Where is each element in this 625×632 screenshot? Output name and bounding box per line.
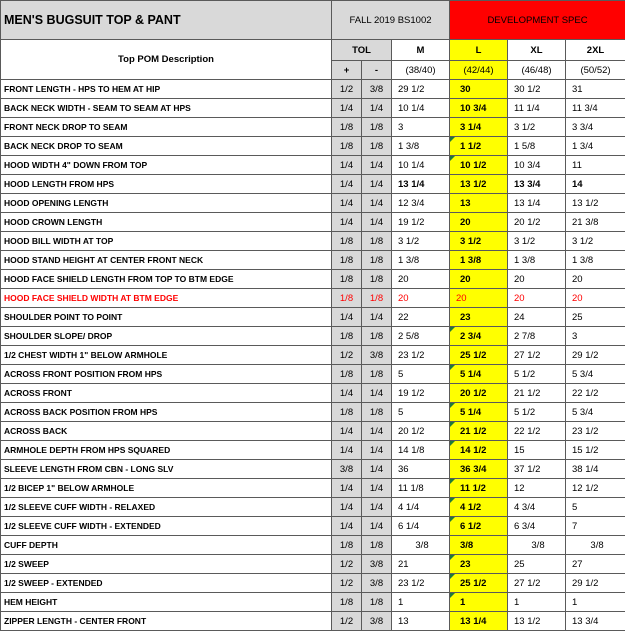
size-l-value: 6 1/2 (450, 517, 508, 536)
size-xl-header: XL (508, 40, 566, 61)
pom-description: HEM HEIGHT (1, 593, 332, 612)
tolerance-minus: 1/8 (362, 289, 392, 308)
tolerance-plus: 1/4 (332, 213, 362, 232)
size-2xl-value: 31 (566, 80, 625, 99)
tolerance-minus: 3/8 (362, 612, 392, 631)
tolerance-minus: 3/8 (362, 346, 392, 365)
tolerance-plus: 1/4 (332, 498, 362, 517)
size-m-value: 14 1/8 (392, 441, 450, 460)
tolerance-plus: 1/4 (332, 194, 362, 213)
tolerance-minus: 1/8 (362, 403, 392, 422)
table-row (1, 308, 625, 327)
size-m-value: 6 1/4 (392, 517, 450, 536)
size-xl-value: 10 3/4 (508, 156, 566, 175)
size-xl-value: 6 3/4 (508, 517, 566, 536)
table-row (1, 156, 625, 175)
size-xl-value: 3/8 (508, 536, 566, 555)
size-xl-value: 27 1/2 (508, 574, 566, 593)
size-l-value: 1 (450, 593, 508, 612)
size-l-value: 3 1/4 (450, 118, 508, 137)
size-m-value: 11 1/8 (392, 479, 450, 498)
size-l-value: 23 (450, 555, 508, 574)
tolerance-plus: 1/8 (332, 251, 362, 270)
size-2xl-value: 23 1/2 (566, 422, 625, 441)
tolerance-plus: 1/8 (332, 289, 362, 308)
size-l-header: L (450, 40, 508, 61)
tolerance-plus: 1/8 (332, 137, 362, 156)
tolerance-plus: 1/2 (332, 612, 362, 631)
size-2xl-value: 29 1/2 (566, 346, 625, 365)
size-l-value: 20 (450, 213, 508, 232)
size-2xl-value: 14 (566, 175, 625, 194)
spec-status-banner: DEVELOPMENT SPEC (450, 1, 625, 40)
tolerance-minus-header: - (362, 61, 392, 80)
size-2xl-value: 20 (566, 289, 625, 308)
table-row (1, 403, 625, 422)
title-row (1, 1, 625, 40)
pom-description: 1/2 SWEEP (1, 555, 332, 574)
table-row (1, 384, 625, 403)
size-l-value: 3/8 (450, 536, 508, 555)
tolerance-minus: 1/4 (362, 213, 392, 232)
size-xl-value: 13 3/4 (508, 175, 566, 194)
size-2xl-value: 3 (566, 327, 625, 346)
season-style-code: FALL 2019 BS1002 (332, 1, 450, 40)
size-m-value: 20 (392, 270, 450, 289)
size-2xl-value: 21 3/8 (566, 213, 625, 232)
tolerance-plus: 1/4 (332, 422, 362, 441)
tolerance-minus: 1/4 (362, 441, 392, 460)
table-row (1, 365, 625, 384)
size-2xl-value: 3 1/2 (566, 232, 625, 251)
size-l-value: 10 1/2 (450, 156, 508, 175)
size-l-value: 14 1/2 (450, 441, 508, 460)
size-xl-value: 22 1/2 (508, 422, 566, 441)
tolerance-minus: 1/4 (362, 194, 392, 213)
size-m-value: 20 1/2 (392, 422, 450, 441)
sheet-title: MEN'S BUGSUIT TOP & PANT (1, 1, 332, 40)
pom-description: HOOD WIDTH 4" DOWN FROM TOP (1, 156, 332, 175)
tolerance-plus: 1/8 (332, 232, 362, 251)
pom-description: ZIPPER LENGTH - CENTER FRONT (1, 612, 332, 631)
size-xl-value: 11 1/4 (508, 99, 566, 118)
table-row (1, 289, 625, 308)
size-m-value: 4 1/4 (392, 498, 450, 517)
tolerance-plus-header: + (332, 61, 362, 80)
table-row (1, 99, 625, 118)
tolerance-header: TOL (332, 40, 392, 61)
tolerance-plus: 3/8 (332, 460, 362, 479)
pom-description: HOOD BILL WIDTH AT TOP (1, 232, 332, 251)
tolerance-plus: 1/8 (332, 327, 362, 346)
size-2xl-value: 11 3/4 (566, 99, 625, 118)
tolerance-plus: 1/4 (332, 517, 362, 536)
size-2xl-value: 15 1/2 (566, 441, 625, 460)
size-l-value: 5 1/4 (450, 365, 508, 384)
table-row (1, 517, 625, 536)
size-xl-value: 20 (508, 270, 566, 289)
size-m-value: 3/8 (392, 536, 450, 555)
tolerance-minus: 1/4 (362, 422, 392, 441)
tolerance-minus: 1/8 (362, 536, 392, 555)
size-2xl-value: 1 (566, 593, 625, 612)
table-row (1, 270, 625, 289)
size-2xl-value: 13 1/2 (566, 194, 625, 213)
size-xl-value: 30 1/2 (508, 80, 566, 99)
table-row (1, 422, 625, 441)
tolerance-plus: 1/8 (332, 270, 362, 289)
size-2xl-value: 3 3/4 (566, 118, 625, 137)
size-xl-value: 15 (508, 441, 566, 460)
tolerance-minus: 1/4 (362, 175, 392, 194)
size-m-value: 22 (392, 308, 450, 327)
tolerance-minus: 1/4 (362, 156, 392, 175)
size-xl-value: 13 1/2 (508, 612, 566, 631)
size-m-value: 10 1/4 (392, 99, 450, 118)
size-xl-value: 1 5/8 (508, 137, 566, 156)
tolerance-minus: 1/8 (362, 270, 392, 289)
pom-description: BACK NECK WIDTH - SEAM TO SEAM AT HPS (1, 99, 332, 118)
size-m-range: (38/40) (392, 61, 450, 80)
size-l-value: 36 3/4 (450, 460, 508, 479)
size-l-value: 25 1/2 (450, 346, 508, 365)
tolerance-plus: 1/4 (332, 99, 362, 118)
size-m-value: 5 (392, 403, 450, 422)
pom-description: ACROSS FRONT (1, 384, 332, 403)
tolerance-minus: 1/4 (362, 99, 392, 118)
size-xl-value: 5 1/2 (508, 365, 566, 384)
size-m-value: 3 1/2 (392, 232, 450, 251)
pom-description: CUFF DEPTH (1, 536, 332, 555)
pom-description: ACROSS BACK (1, 422, 332, 441)
tolerance-plus: 1/4 (332, 175, 362, 194)
size-xl-value: 3 1/2 (508, 118, 566, 137)
size-m-value: 12 3/4 (392, 194, 450, 213)
size-xl-value: 21 1/2 (508, 384, 566, 403)
pom-description: HOOD FACE SHIELD LENGTH FROM TOP TO BTM EDGE (1, 270, 332, 289)
size-m-value: 23 1/2 (392, 574, 450, 593)
tolerance-plus: 1/8 (332, 536, 362, 555)
size-2xl-value: 1 3/4 (566, 137, 625, 156)
size-2xl-value: 11 (566, 156, 625, 175)
pom-description: SHOULDER POINT TO POINT (1, 308, 332, 327)
size-xl-value: 20 (508, 289, 566, 308)
pom-description: HOOD FACE SHIELD WIDTH AT BTM EDGE (1, 289, 332, 308)
tolerance-minus: 1/4 (362, 479, 392, 498)
pom-description: FRONT NECK DROP TO SEAM (1, 118, 332, 137)
tolerance-minus: 3/8 (362, 80, 392, 99)
pom-description: HOOD OPENING LENGTH (1, 194, 332, 213)
tolerance-minus: 1/4 (362, 498, 392, 517)
pom-description: 1/2 SLEEVE CUFF WIDTH - EXTENDED (1, 517, 332, 536)
table-row (1, 232, 625, 251)
size-m-value: 19 1/2 (392, 384, 450, 403)
size-l-value: 13 1/4 (450, 612, 508, 631)
table-row (1, 479, 625, 498)
size-l-value: 2 3/4 (450, 327, 508, 346)
tolerance-minus: 1/8 (362, 232, 392, 251)
size-2xl-value: 22 1/2 (566, 384, 625, 403)
size-m-value: 13 1/4 (392, 175, 450, 194)
size-xl-value: 12 (508, 479, 566, 498)
pom-description: HOOD LENGTH FROM HPS (1, 175, 332, 194)
size-l-value: 13 1/2 (450, 175, 508, 194)
size-2xl-value: 7 (566, 517, 625, 536)
tolerance-minus: 1/4 (362, 517, 392, 536)
pom-description: HOOD CROWN LENGTH (1, 213, 332, 232)
table-row (1, 175, 625, 194)
size-xl-value: 1 (508, 593, 566, 612)
table-row (1, 593, 625, 612)
tolerance-minus: 1/4 (362, 384, 392, 403)
size-l-value: 20 (450, 289, 508, 308)
tolerance-plus: 1/4 (332, 384, 362, 403)
pom-description: BACK NECK DROP TO SEAM (1, 137, 332, 156)
size-m-value: 20 (392, 289, 450, 308)
size-m-value: 13 (392, 612, 450, 631)
table-row (1, 612, 625, 631)
tolerance-plus: 1/2 (332, 555, 362, 574)
tolerance-plus: 1/8 (332, 593, 362, 612)
size-xl-value: 1 3/8 (508, 251, 566, 270)
size-2xl-value: 3/8 (566, 536, 625, 555)
tolerance-plus: 1/2 (332, 574, 362, 593)
size-2xl-value: 29 1/2 (566, 574, 625, 593)
table-row (1, 251, 625, 270)
table-row (1, 460, 625, 479)
size-xl-value: 13 1/4 (508, 194, 566, 213)
size-m-value: 3 (392, 118, 450, 137)
size-2xl-value: 1 3/8 (566, 251, 625, 270)
table-row (1, 118, 625, 137)
pom-description: ACROSS BACK POSITION FROM HPS (1, 403, 332, 422)
size-xl-value: 37 1/2 (508, 460, 566, 479)
size-2xl-value: 12 1/2 (566, 479, 625, 498)
table-row (1, 498, 625, 517)
tolerance-plus: 1/8 (332, 403, 362, 422)
tolerance-minus: 3/8 (362, 555, 392, 574)
tolerance-minus: 1/8 (362, 137, 392, 156)
size-m-value: 19 1/2 (392, 213, 450, 232)
pom-description-header: Top POM Description (1, 40, 332, 80)
pom-description: SLEEVE LENGTH FROM CBN - LONG SLV (1, 460, 332, 479)
size-m-value: 23 1/2 (392, 346, 450, 365)
tolerance-minus: 1/8 (362, 118, 392, 137)
tolerance-plus: 1/4 (332, 308, 362, 327)
size-xl-value: 5 1/2 (508, 403, 566, 422)
tolerance-plus: 1/8 (332, 365, 362, 384)
size-l-value: 10 3/4 (450, 99, 508, 118)
table-row (1, 555, 625, 574)
size-2xl-value: 38 1/4 (566, 460, 625, 479)
size-l-value: 5 1/4 (450, 403, 508, 422)
tolerance-minus: 1/8 (362, 327, 392, 346)
size-xl-range: (46/48) (508, 61, 566, 80)
size-l-range: (42/44) (450, 61, 508, 80)
size-l-value: 13 (450, 194, 508, 213)
tolerance-minus: 1/8 (362, 593, 392, 612)
table-row (1, 574, 625, 593)
tolerance-plus: 1/4 (332, 156, 362, 175)
size-2xl-value: 5 (566, 498, 625, 517)
tolerance-plus: 1/2 (332, 80, 362, 99)
size-l-value: 20 1/2 (450, 384, 508, 403)
size-xl-value: 4 3/4 (508, 498, 566, 517)
size-m-value: 5 (392, 365, 450, 384)
size-l-value: 30 (450, 80, 508, 99)
size-xl-value: 2 7/8 (508, 327, 566, 346)
table-row (1, 346, 625, 365)
size-2xl-header: 2XL (566, 40, 625, 61)
tolerance-plus: 1/4 (332, 479, 362, 498)
size-2xl-value: 5 3/4 (566, 365, 625, 384)
table-row (1, 327, 625, 346)
size-l-value: 4 1/2 (450, 498, 508, 517)
pom-description: SHOULDER SLOPE/ DROP (1, 327, 332, 346)
tolerance-minus: 1/4 (362, 308, 392, 327)
pom-description: 1/2 SWEEP - EXTENDED (1, 574, 332, 593)
table-row (1, 137, 625, 156)
table-row (1, 536, 625, 555)
size-l-value: 1 3/8 (450, 251, 508, 270)
size-2xl-value: 13 3/4 (566, 612, 625, 631)
size-header-row (1, 40, 625, 61)
size-l-value: 11 1/2 (450, 479, 508, 498)
size-m-value: 1 3/8 (392, 251, 450, 270)
pom-description: 1/2 CHEST WIDTH 1" BELOW ARMHOLE (1, 346, 332, 365)
tolerance-minus: 1/4 (362, 460, 392, 479)
size-m-value: 1 (392, 593, 450, 612)
size-l-value: 20 (450, 270, 508, 289)
tolerance-plus: 1/4 (332, 441, 362, 460)
size-l-value: 23 (450, 308, 508, 327)
size-m-value: 36 (392, 460, 450, 479)
size-l-value: 25 1/2 (450, 574, 508, 593)
size-m-value: 1 3/8 (392, 137, 450, 156)
table-row (1, 194, 625, 213)
pom-description: HOOD STAND HEIGHT AT CENTER FRONT NECK (1, 251, 332, 270)
size-2xl-value: 25 (566, 308, 625, 327)
size-2xl-value: 5 3/4 (566, 403, 625, 422)
size-m-value: 10 1/4 (392, 156, 450, 175)
table-row (1, 213, 625, 232)
tolerance-plus: 1/8 (332, 118, 362, 137)
size-2xl-value: 27 (566, 555, 625, 574)
size-m-value: 29 1/2 (392, 80, 450, 99)
size-l-value: 1 1/2 (450, 137, 508, 156)
pom-description: 1/2 BICEP 1" BELOW ARMHOLE (1, 479, 332, 498)
size-xl-value: 3 1/2 (508, 232, 566, 251)
tolerance-minus: 3/8 (362, 574, 392, 593)
size-2xl-value: 20 (566, 270, 625, 289)
size-m-value: 21 (392, 555, 450, 574)
size-xl-value: 25 (508, 555, 566, 574)
pom-description: FRONT LENGTH - HPS TO HEM AT HIP (1, 80, 332, 99)
pom-description: ARMHOLE DEPTH FROM HPS SQUARED (1, 441, 332, 460)
size-l-value: 21 1/2 (450, 422, 508, 441)
size-2xl-range: (50/52) (566, 61, 625, 80)
size-xl-value: 27 1/2 (508, 346, 566, 365)
size-m-value: 2 5/8 (392, 327, 450, 346)
size-l-value: 3 1/2 (450, 232, 508, 251)
size-xl-value: 20 1/2 (508, 213, 566, 232)
size-m-header: M (392, 40, 450, 61)
table-row (1, 80, 625, 99)
tolerance-plus: 1/2 (332, 346, 362, 365)
tolerance-minus: 1/8 (362, 251, 392, 270)
pom-description: ACROSS FRONT POSITION FROM HPS (1, 365, 332, 384)
tolerance-minus: 1/8 (362, 365, 392, 384)
pom-description: 1/2 SLEEVE CUFF WIDTH - RELAXED (1, 498, 332, 517)
size-xl-value: 24 (508, 308, 566, 327)
table-row (1, 441, 625, 460)
